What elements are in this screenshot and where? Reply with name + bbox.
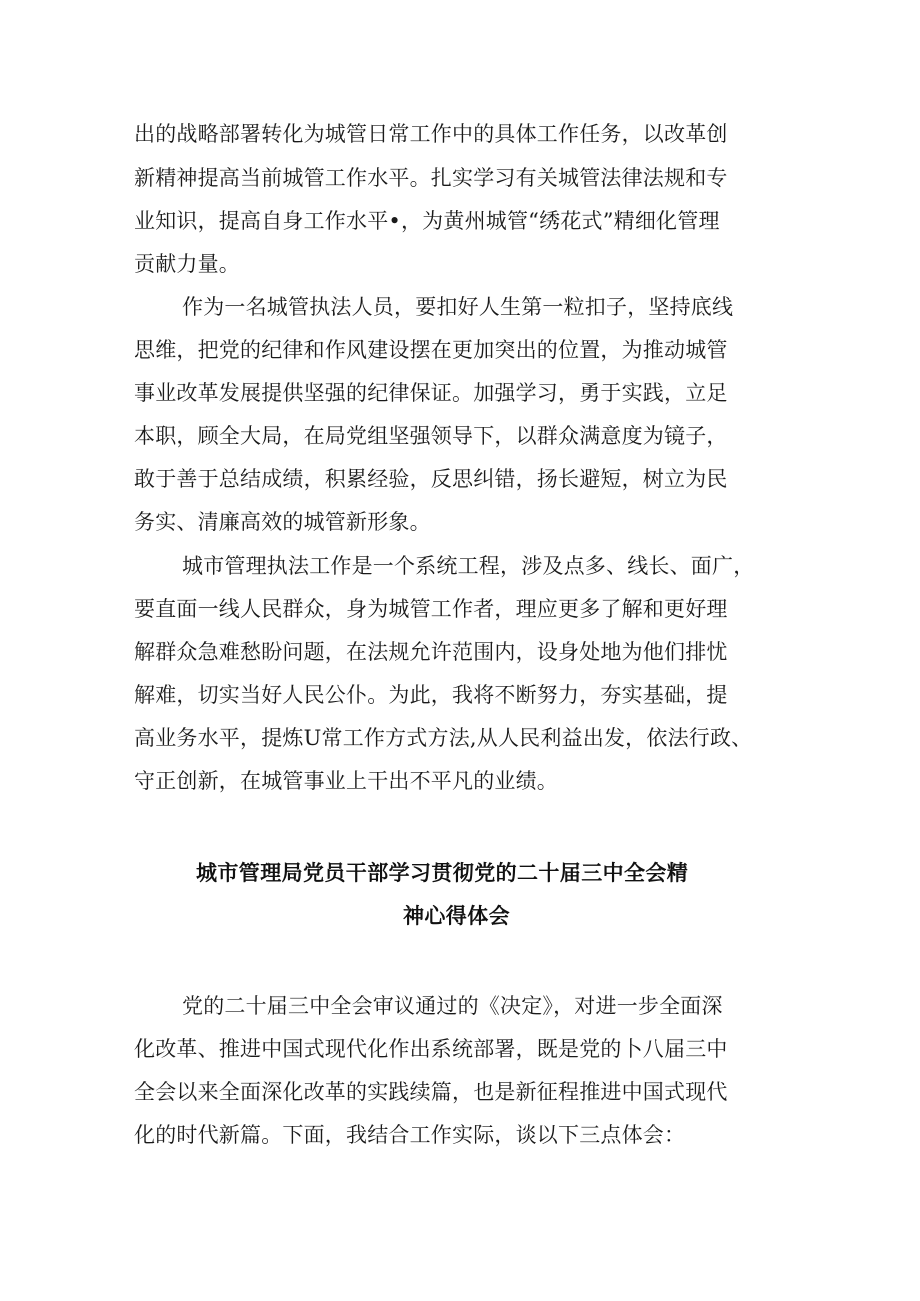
paragraph-line: 党的二十届三中全会审议通过的《决定》，对进一步全面深: [182, 994, 723, 1018]
paragraph-line: 贡献力量。: [134, 252, 240, 276]
paragraph-line: 化改革、推进中国式现代化作出系统部署，既是党的卜八届三中: [134, 1037, 728, 1061]
paragraph-line: 思维，把党的纪律和作风建设摆在更加突出的位置，为推动城管: [134, 338, 728, 362]
paragraph-line: 解群众急难愁盼问题，在法规允许范围内，设身处地为他们排忧: [134, 640, 728, 664]
paragraph-line: 敢于善于总结成绩，积累经验，反思纠错，扬长避短，树立为民: [134, 467, 728, 491]
paragraph-line: 新精神提高当前城管工作水平。扎实学习有关城管法律法规和专: [134, 166, 728, 190]
paragraph-line: 解难，切实当好人民公仆。为此，我将不断努力，夯实基础，提: [134, 683, 728, 707]
paragraph-line: 全会以来全面深化改革的实践续篇，也是新征程推进中国式现代: [134, 1080, 728, 1104]
heading-line: 城市管理局党员干部学习贯彻党的二十届三中全会精: [196, 861, 689, 885]
paragraph-line: 要直面一线人民群众，身为城管工作者，理应更多了解和更好理: [134, 597, 728, 621]
heading-line: 神心得体会: [403, 904, 510, 928]
paragraph-line: 城市管理执法工作是一个系统工程，涉及点多、线长、面广，: [182, 554, 755, 578]
paragraph-line: 事业改革发展提供坚强的纪律保证。加强学习，勇于实践，立足: [134, 381, 728, 405]
paragraph-line: 守正创新，在城管事业上干出不平凡的业绩。: [134, 769, 558, 793]
paragraph-line: 高业务水平，提炼U常工作方式方法,从人民利益出发，依法行政、: [134, 726, 753, 750]
paragraph-line: 出的战略部署转化为城管日常工作中的具体工作任务，以改革创: [134, 122, 728, 146]
paragraph-line: 作为一名城管执法人员，要扣好人生第一粒扣子，坚持底线: [182, 295, 734, 319]
paragraph-line: 本职，顾全大局，在局党组坚强领导下，以群众满意度为镜子，: [134, 424, 728, 448]
paragraph-line: 务实、清廉高效的城管新形象。: [134, 510, 431, 534]
paragraph-line: 化的时代新篇。下面，我结合工作实际，谈以下三点体会：: [134, 1123, 686, 1147]
paragraph-line: 业知识，提高自身工作水平•，为黄州城管“绣花式”精细化管理: [134, 209, 720, 233]
